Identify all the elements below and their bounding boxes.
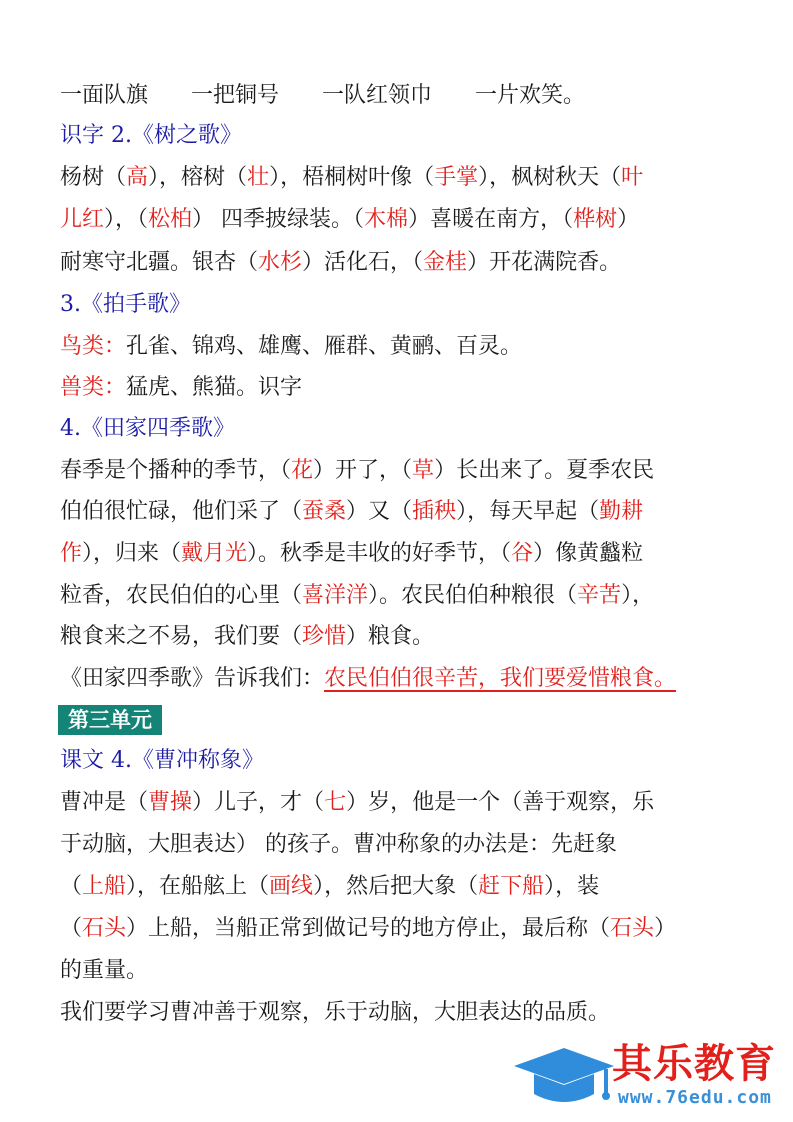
logo-name: 其乐教育	[612, 1041, 776, 1087]
text-line: （石头）上船，当船正常到做记号的地方停止，最后称（石头）	[60, 916, 677, 941]
graduation-cap-icon	[510, 1044, 618, 1108]
summary-conclusion: 农民伯伯很辛苦，我们要爱惜粮食。	[324, 666, 677, 691]
category-label: 兽类：	[60, 375, 127, 400]
text-line: （上船），在船舷上（画线），然后把大象（赶下船），装	[60, 874, 600, 899]
section-title: 识字 2.《树之歌》	[60, 123, 242, 148]
unit-header: 第三单元	[58, 705, 162, 735]
text-line: 作），归来（戴月光）。秋季是丰收的好季节，（谷）像黄蠽粒	[60, 541, 644, 566]
text-line: 伯伯很忙碌，他们采了（蚕桑）又（插秧），每天早起（勤耕	[60, 499, 644, 524]
text-line: 曹冲是（曹操）儿子，才（七）岁，他是一个（善于观察，乐	[60, 790, 655, 815]
text-line: 粒香，农民伯伯的心里（喜洋洋）。农民伯伯种粮很（辛苦），	[60, 583, 655, 608]
text-line: 鸟类：孔雀、锦鸡、雄鹰、雁群、黄鹂、百灵。	[60, 334, 523, 359]
section-title: 4.《田家四季歌》	[60, 416, 235, 441]
category-label: 鸟类：	[60, 334, 127, 359]
logo-url: www.76edu.com	[618, 1087, 772, 1108]
phrase: 一队红领巾	[322, 83, 433, 108]
text-line: 我们要学习曹冲善于观察，乐于动脑，大胆表达的品质。	[60, 1000, 611, 1025]
phrase: 一把铜号	[191, 83, 280, 108]
section-title: 课文 4.《曹冲称象》	[60, 748, 264, 773]
text-line: 耐寒守北疆。银杏（水杉）活化石，（金桂）开花满院香。	[60, 250, 622, 275]
phrase-line	[60, 81, 585, 111]
section-title: 3.《拍手歌》	[60, 292, 191, 317]
text-line: 杨树（高），榕树（壮），梧桐树叶像（手掌），枫树秋天（叶	[60, 165, 644, 190]
text-line: 春季是个播种的季节，（花）开了，（草）长出来了。夏季农民	[60, 458, 655, 483]
text-line: 兽类：猛虎、熊猫。识字	[60, 375, 303, 400]
phrase: 一面队旗	[60, 83, 149, 108]
text-line: 的重量。	[60, 958, 149, 983]
text-line: 儿红），（松柏） 四季披绿装。（木棉）喜暖在南方，（桦树）	[60, 207, 640, 232]
phrase: 一片欢笑。	[475, 83, 586, 108]
text-line: 粮食来之不易，我们要（珍惜）粮食。	[60, 624, 435, 649]
text-line: 于动脑，大胆表达） 的孩子。曹冲称象的办法是：先赶象	[60, 832, 617, 857]
summary-line: 《田家四季歌》告诉我们：农民伯伯很辛苦，我们要爱惜粮食。	[60, 666, 677, 691]
